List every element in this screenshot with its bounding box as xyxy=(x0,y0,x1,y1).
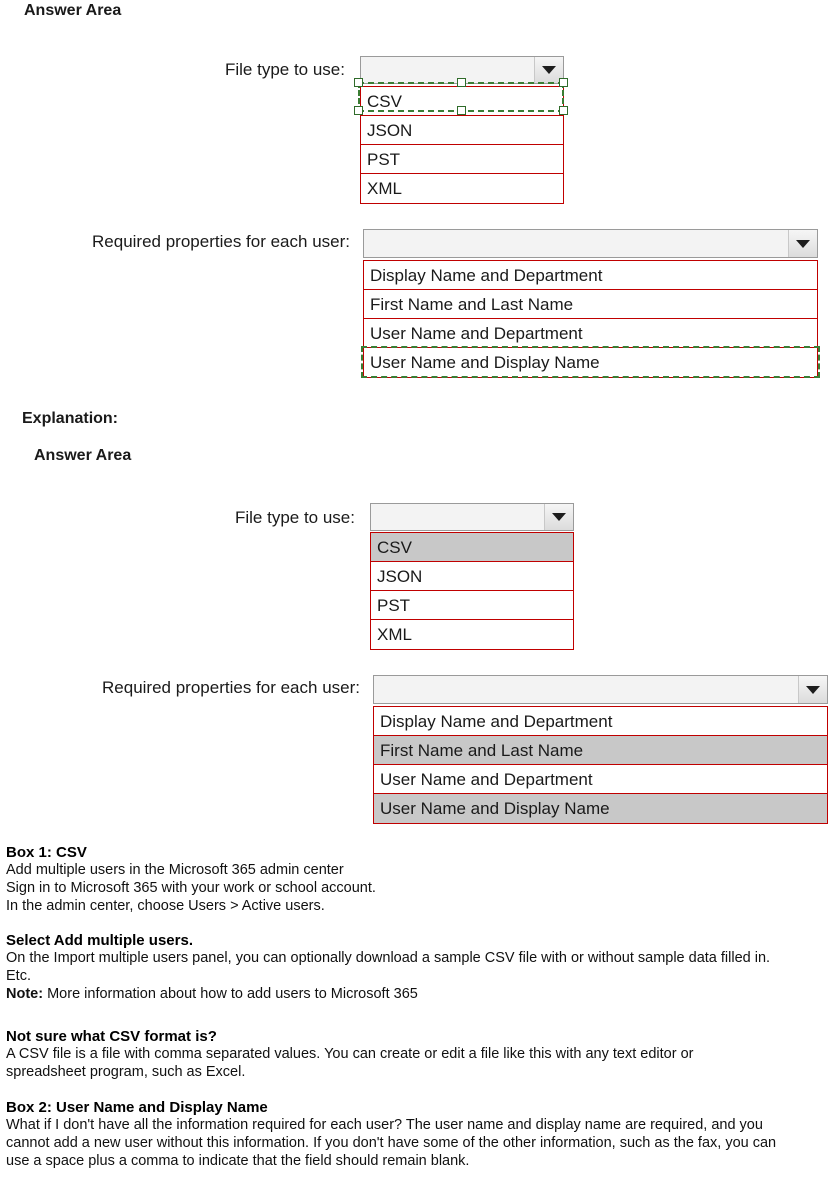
explanation-block-3 xyxy=(6,1028,826,1081)
explanation-required-properties-selected-value xyxy=(374,676,799,703)
required-properties-option[interactable]: User Name and Display Name xyxy=(370,353,600,372)
explanation-file-type-label: File type to use: xyxy=(234,508,355,527)
required-properties-selected-value xyxy=(364,230,789,257)
block-line: In the admin center, choose Users > Active users. xyxy=(6,898,325,914)
explanation-required-properties-option[interactable]: First Name and Last Name xyxy=(374,736,827,765)
explanation-file-type-option[interactable]: JSON xyxy=(371,562,573,591)
explanation-block-2 xyxy=(6,932,826,1003)
block-line: spreadsheet program, such as Excel. xyxy=(6,1064,246,1080)
file-type-label: File type to use: xyxy=(224,60,345,79)
block-line: On the Import multiple users panel, you can optionally download a sample CSV file with or without sample data filled in. xyxy=(6,950,771,966)
selection-handle[interactable] xyxy=(354,106,363,115)
selection-handle[interactable] xyxy=(457,106,466,115)
explanation-heading: Explanation: xyxy=(22,410,119,427)
chevron-down-icon[interactable] xyxy=(545,504,573,530)
block-note xyxy=(6,985,826,1003)
explanation-required-properties-dropdown-list[interactable] xyxy=(373,706,828,824)
chevron-down-icon[interactable] xyxy=(789,230,817,257)
required-properties-dropdown-list[interactable] xyxy=(363,260,818,378)
selection-handle[interactable] xyxy=(457,78,466,87)
note-label: Note: xyxy=(6,986,44,1002)
file-type-option[interactable]: CSV xyxy=(361,87,563,116)
file-type-selected-value xyxy=(361,57,535,83)
explanation-file-type-option[interactable]: CSV xyxy=(371,533,573,562)
block-line: Etc. xyxy=(6,968,31,984)
required-properties-option[interactable]: User Name and Department xyxy=(364,319,817,348)
required-properties-combobox[interactable] xyxy=(363,229,818,258)
explanation-required-properties-option[interactable]: User Name and Department xyxy=(374,765,827,794)
explanation-file-type-option[interactable]: PST xyxy=(371,591,573,620)
file-type-dropdown-list[interactable] xyxy=(360,86,564,204)
block-heading: Box 1: CSV xyxy=(6,844,87,861)
chevron-down-icon[interactable] xyxy=(799,676,827,703)
explanation-file-type-dropdown-list[interactable] xyxy=(370,532,574,650)
explanation-file-type-selected-value xyxy=(371,504,545,530)
block-line: cannot add a new user without this information. If you don't have some of the other information, such as the fax, you can xyxy=(6,1135,777,1151)
note-text: More information about how to add users to Microsoft 365 xyxy=(43,986,418,1002)
explanation-file-type-combobox[interactable] xyxy=(370,503,574,531)
block-line: use a space plus a comma to indicate that the field should remain blank. xyxy=(6,1153,470,1169)
explanation-answer-area-title: Answer Area xyxy=(34,447,132,464)
selection-handle[interactable] xyxy=(559,106,568,115)
block-line: Sign in to Microsoft 365 with your work or school account. xyxy=(6,880,376,896)
file-type-option[interactable]: JSON xyxy=(361,116,563,145)
answer-area-title: Answer Area xyxy=(24,2,122,19)
block-line: What if I don't have all the information required for each user? The user name and display name are required, and you xyxy=(6,1117,763,1133)
required-properties-option[interactable]: First Name and Last Name xyxy=(364,290,817,319)
selection-handle[interactable] xyxy=(559,78,568,87)
required-properties-option[interactable]: Display Name and Department xyxy=(364,261,817,290)
explanation-required-properties-combobox[interactable] xyxy=(373,675,828,704)
explanation-block-1 xyxy=(6,844,826,915)
block-heading: Not sure what CSV format is? xyxy=(6,1028,217,1045)
file-type-option[interactable]: XML xyxy=(367,179,402,198)
explanation-required-properties-label: Required properties for each user: xyxy=(102,678,360,697)
block-line: Add multiple users in the Microsoft 365 admin center xyxy=(6,862,344,878)
block-line: A CSV file is a file with comma separated values. You can create or edit a file like this with any text editor or xyxy=(6,1046,694,1062)
file-type-option[interactable]: PST xyxy=(361,145,563,174)
block-heading: Box 2: User Name and Display Name xyxy=(6,1099,268,1116)
block-heading: Select Add multiple users. xyxy=(6,932,193,949)
explanation-required-properties-option[interactable]: Display Name and Department xyxy=(374,707,827,736)
required-properties-label: Required properties for each user: xyxy=(92,232,350,251)
explanation-file-type-option[interactable]: XML xyxy=(377,625,412,644)
explanation-block-4 xyxy=(6,1099,826,1170)
selection-handle[interactable] xyxy=(354,78,363,87)
explanation-required-properties-option[interactable]: User Name and Display Name xyxy=(374,794,827,823)
